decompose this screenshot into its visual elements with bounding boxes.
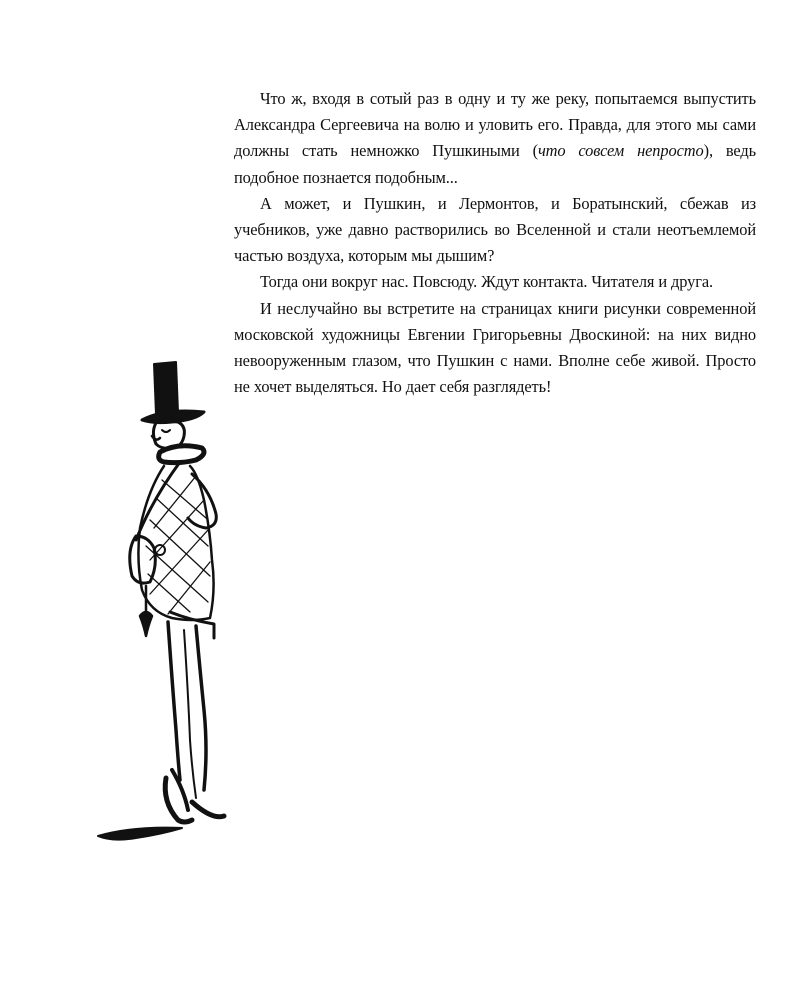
- right-leg: [196, 626, 206, 790]
- pushkin-sketch-illustration: [92, 350, 252, 850]
- paragraph-2: [234, 191, 756, 270]
- top-hat-icon: [154, 362, 178, 414]
- paragraph-4: [234, 296, 756, 401]
- satchel-bag: [130, 536, 156, 583]
- ground-shadow: [98, 828, 182, 840]
- paragraph-1-part-1: Что ж, входя в сотый раз в одну и ту же реку, попытаемся выпустить Александра Сергеевича на волю и уловить его. Правда, для этого мы сами должны стать немножко Пушкиными (: [234, 89, 756, 161]
- paragraph-1: [234, 86, 756, 191]
- paragraph-3: [234, 269, 756, 295]
- paragraph-1-italic: что совсем непросто: [537, 141, 704, 161]
- crossed-arm: [188, 474, 216, 528]
- paragraph-2-text: А может, и Пушкин, и Лермонтов, и Боратынский, сбежав из учебников, уже давно растворились во Вселенной и стали неотъемлемой частью воздуха, которым мы дышим?: [234, 193, 756, 266]
- collar: [159, 446, 204, 463]
- shoe-right: [192, 802, 224, 817]
- paragraph-3-text: Тогда они вокруг нас. Повсюду. Ждут контакта. Читателя и друга.: [260, 272, 714, 292]
- left-leg: [168, 622, 180, 780]
- paragraph-1-part-3: ), ведь подобное познается подобным...: [234, 141, 756, 187]
- body-text: [234, 86, 756, 400]
- paragraph-4-text: И неслучайно вы встретите на страницах книги рисунки современной московской художницы Евгении Григорьевны Двоскиной: на них видно невооруженным глазом, что Пушкин с нами. Вполне себе живой. Просто не хочет выделяться. Но дает себя разглядеть!: [234, 298, 756, 397]
